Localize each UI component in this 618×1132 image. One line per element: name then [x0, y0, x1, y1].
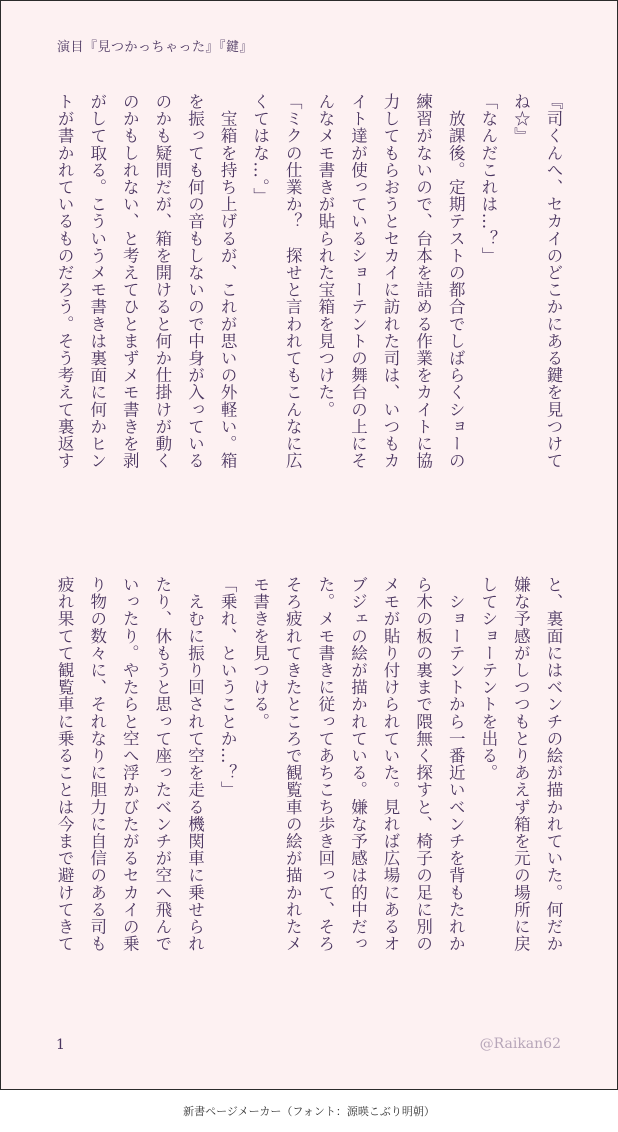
author-credit: @Raikan62: [479, 1036, 561, 1052]
page-title: 演目『見つかっちゃった』『鍵』: [57, 40, 254, 55]
generator-footer: 新書ページメーカー（フォント：源暎こぶり明朝）: [183, 1105, 435, 1118]
text-block-upper: 『司くんへ、セカイのどこかにある鍵を見つけて ね☆』 「なんだこれは…？」 放課後。定期テストの都合でしばらくショーの 練習がないので、台本を詰める作業をカイトに協 力してもらおうとセカイに訪れた司は、いつもカ イト達が使っているショーテントの舞台の上にそ んなメモ書きが貼られた宝箱を見つけた。 「ミクの仕業か？ 探せと言われてもこんなに広 くてはな…。」 宝箱を持ち上げるが、これが思いの外軽い。箱 を振っても何の音もしないので中身が入っている のかも疑問だが、箱を開けると何か仕掛けが動く のかもしれない、と考えてひとまずメモ書きを剥 がして取る。こういうメモ書きは裏面に何かヒン トが書かれているものだろう。そう考えて裏返す: [55, 93, 563, 470]
text-block-lower: と、裏面にはベンチの絵が描かれていた。何だか 嫌な予感がしつつもとりあえず箱を元の場所に戻 してショーテントを出る。 ショーテントから一番近いベンチを背もたれか ら木の板の裏まで隈無く探すと、椅子の足に別の メモが貼り付けられていた。見れば広場にあるオ ブジェの絵が描かれている。嫌な予感は的中だっ た。メモ書きに従ってあちこち歩き回って、そろ そろ疲れてきたところで観覧車の絵が描かれたメ モ書きを見つける。 「乗れ、ということか…？」 えむに振り回されて空を走る機関車に乗せられ たり、休もうと思って座ったベンチが空へ飛んで いったり。やたらと空へ浮かびたがるセカイの乗 り物の数々に、それなりに胆力に自信のある司も 疲れ果てて観覧車に乗ることは今まで避けてきて: [55, 576, 563, 953]
page-number: 1: [56, 1037, 65, 1053]
